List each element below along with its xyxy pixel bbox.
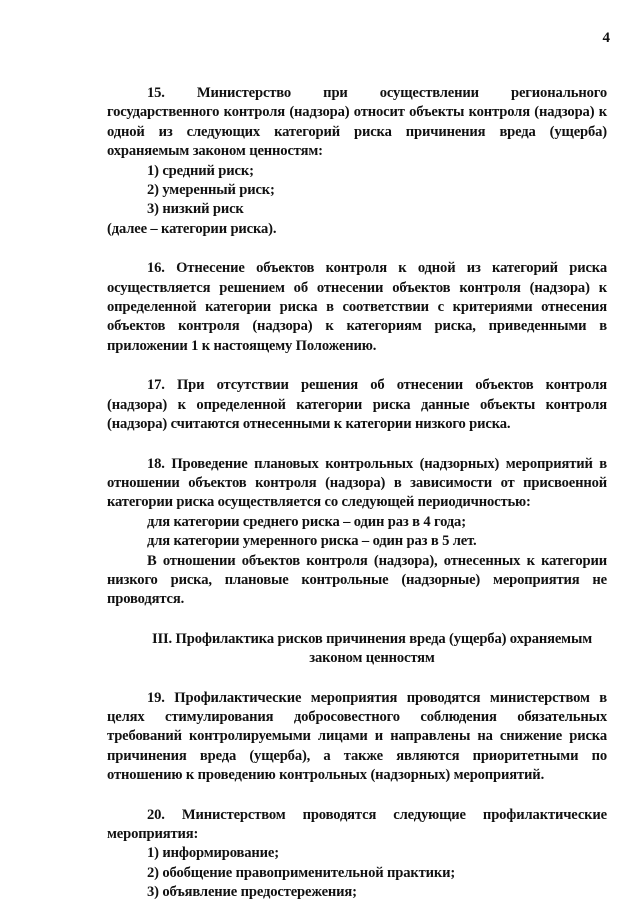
paragraph-15: 15. Министерство при осуществлении регионального государственного контроля (надзора) относит объекты контроля (надзора) к одной из следующих категорий риска причинения вреда (ущерба) охраняемым законом ценностям: — [107, 85, 607, 160]
section-heading-line-1: III. Профилактика рисков причинения вреда (ущерба) охраняемым — [151, 630, 593, 647]
paragraph-17: 17. При отсутствии решения об отнесении объектов контроля (надзора) к определенной категории риска данные объекты контроля (надзора) считаются отнесенными к категории низкого риска. — [107, 377, 607, 433]
section-heading-line-2: законом ценностям — [309, 650, 435, 667]
list-item: 2) обобщение правоприменительной практики; — [147, 864, 456, 881]
document-body — [107, 84, 607, 903]
list-item: для категории умеренного риска – один раз в 5 лет. — [147, 533, 477, 550]
list-item: 1) средний риск; — [147, 162, 254, 179]
paragraph-19: 19. Профилактические мероприятия проводятся министерством в целях стимулирования добросовестного соблюдения обязательных требований контролируемыми лицами и направлены на снижение риска причинения вреда (ущерба), а также являются приоритетными по отношению к проведению контрольных (надзорных) мероприятий. — [107, 689, 607, 784]
paragraph-20: 20. Министерством проводятся следующие профилактические мероприятия: — [107, 806, 607, 842]
paragraph-18: 18. Проведение плановых контрольных (надзорных) мероприятий в отношении объектов контроля (надзора) в зависимости от присвоенной категории риска осуществляется со следующей периодичностью: — [107, 455, 607, 511]
list-item: 1) информирование; — [147, 845, 279, 862]
paragraph-18-extra: В отношении объектов контроля (надзора), отнесенных к категории низкого риска, плановые контрольные (надзорные) мероприятия не проводятся. — [107, 552, 607, 608]
paragraph-16: 16. Отнесение объектов контроля к одной из категорий риска осуществляется решением об отнесении объектов контроля (надзора) к определенной категории риска в соответствии с критериями отнесения объектов контроля (надзора) к категориям риска, приведенными в приложении 1 к настоящему Положению. — [107, 260, 607, 354]
list-item: 3) низкий риск — [147, 201, 244, 218]
list-item: для категории среднего риска – один раз в 4 года; — [147, 513, 466, 530]
list-item: 2) умеренный риск; — [147, 182, 275, 199]
paragraph-15-closing: (далее – категории риска). — [107, 220, 277, 237]
page-number: 4 — [602, 30, 610, 46]
list-item: 3) объявление предостережения; — [147, 884, 357, 901]
